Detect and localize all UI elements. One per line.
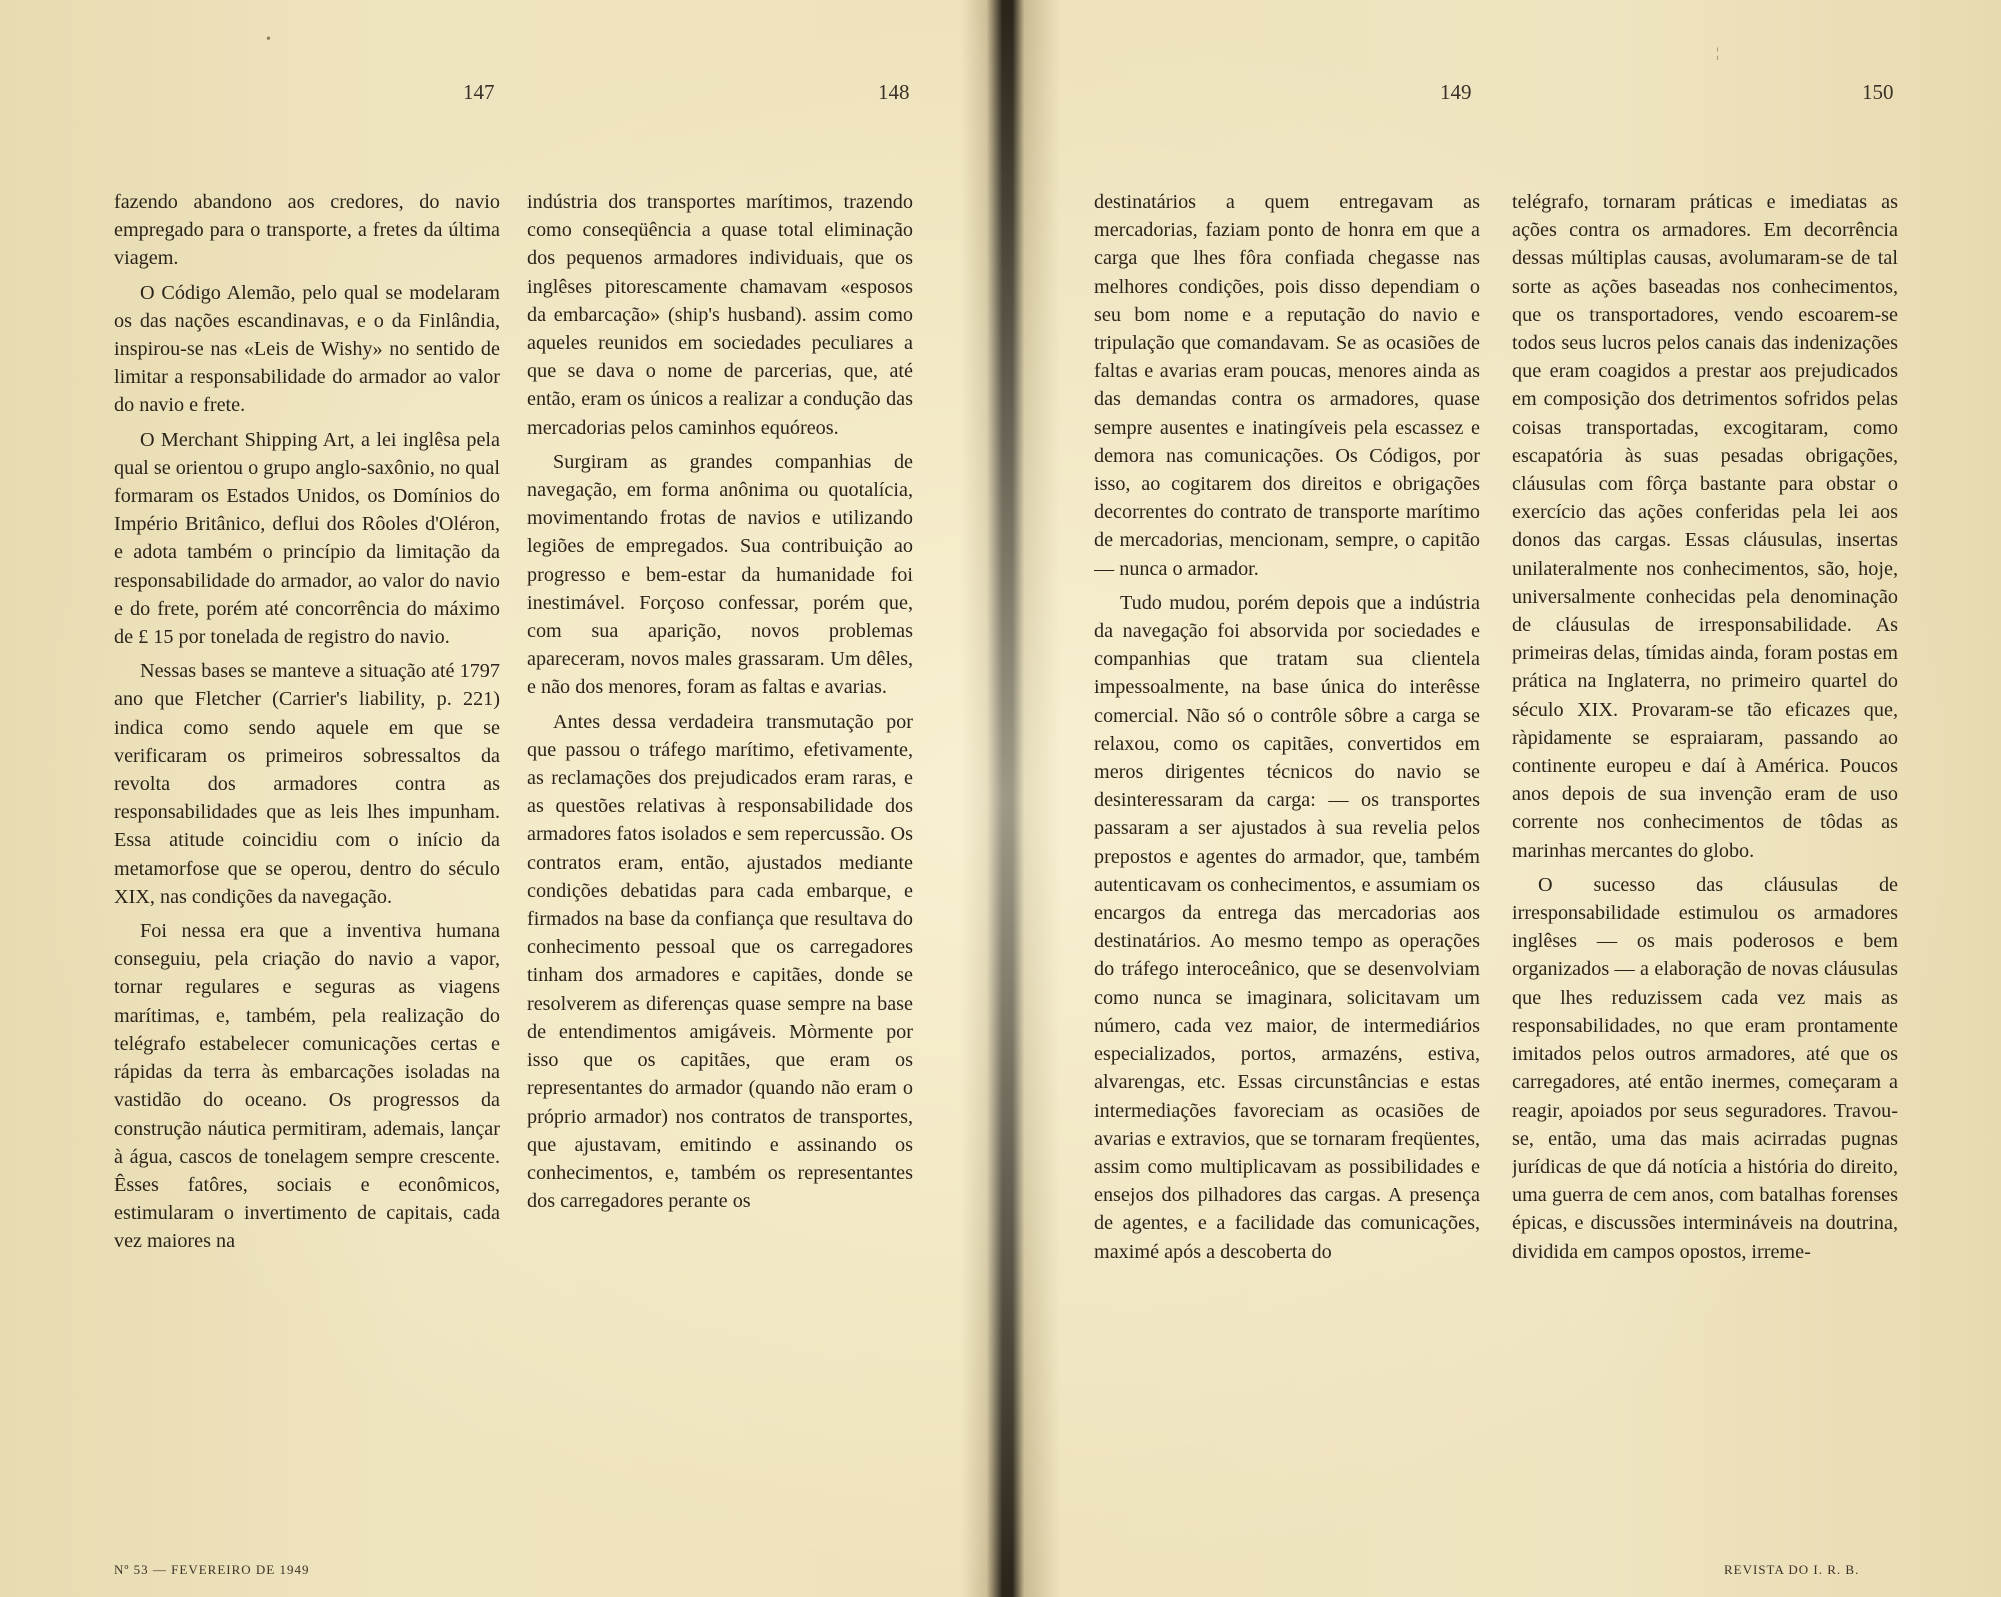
column-page-147 [114,188,500,1448]
paragraph: Antes dessa verdadeira transmutação por que passou o tráfego marítimo, efetivamente, as reclamações dos prejudicados eram raras, e as questões relativas à responsabilidade dos armadores fatos isolados e sem repercussão. Os contratos eram, então, ajustados mediante condições debatidas para cada embarque, e firmados na base da confiança que resultava do conhecimento pessoal que os carregadores tinham dos armadores e capitães, donde se resolverem as diferenças quase sempre na base de entendimentos amigáveis. Mòrmente por isso que os capitães, que eram os representantes do armador (quando não eram o próprio armador) nos contratos de transportes, que ajustavam, emitindo e assinando os conhecimentos, e, também os representantes dos carregadores perante os [527,710,913,1213]
ink-speck: ¦ [1716,46,1719,61]
page-number-148: 148 [878,80,910,104]
paragraph: O Código Alemão, pelo qual se modelaram os das nações escandinavas, e o da Finlândia, inspirou-se nas «Leis de Wishy» no sentido de limitar a responsabilidade do armador ao valor do navio e frete. [114,281,500,417]
paragraph: fazendo abandono aos credores, do navio empregado para o transporte, a fretes da última viagem. [114,191,500,270]
paragraph: Tudo mudou, porém depois que a indústria da navegação foi absorvida por sociedades e companhias que tratam sua clientela impessoalmente, na base única do interêsse comercial. Não só o contrôle sôbre a carga se relaxou, como os capitães, convertidos em meros dirigentes técnicos do navio se desinteressaram da carga: — os transportes passaram a ser ajustados à sua revelia pelos prepostos e agentes do armador, que, também autenticavam os conhecimentos, e assumiam os encargos da entrega das mercadorias aos destinatários. Ao mesmo tempo as operações do tráfego interoceânico, que se desenvolviam como nunca se imaginara, solicitavam um número, cada vez maior, de intermediários especializados, portos, armazéns, estiva, alvarengas, etc. Essas circunstâncias e estas intermediações favoreciam as ocasiões de avarias e extravios, que se tornaram freqüentes, assim como multiplicavam as possibilidades e ensejos dos pilhadores das cargas. A presença de agentes, e a facilidade das comunicações, maximé após a descoberta do [1094,591,1480,1263]
paragraph: O sucesso das cláusulas de irresponsabilidade estimulou os armadores inglêses — os mais poderosos e bem organizados — a elaboração de novas cláusulas que lhes reduzissem cada vez mais as responsabilidades, no que eram prontamente imitados pelos outros armadores, até que os carregadores, até então inermes, começaram a reagir, apoiados por seus seguradores. Travou-se, então, uma das mais acirradas pugnas jurídicas de que dá notícia a história do direito, uma guerra de cem anos, com batalhas forenses épicas, e discussões intermináveis na doutrina, dividida em campos opostos, irreme- [1512,873,1898,1263]
paragraph: telégrafo, tornaram práticas e imediatas as ações contra os armadores. Em decorrência dessas múltiplas causas, avolumaram-se de tal sorte as ações baseadas nos conhecimentos, que os transportadores, vendo escoarem-se todos seus lucros pelos canais das indenizações que eram coagidos a prestar aos prejudicados em composição dos detrimentos sofridos pelas coisas transportadas, excogitaram, como escapatória às suas pesadas obrigações, cláusulas com fôrça bastante para obstar o exercício das ações conferidas pela lei aos donos das cargas. Essas cláusulas, insertas unilateralmente nos conhecimentos, são, hoje, universalmente conhecidas pela denominação de cláusulas de irresponsabilidade. As primeiras delas, tímidas ainda, foram postas em prática na Inglaterra, no primeiro quartel do século XIX. Provaram-se tão eficazes que, ràpidamente se espraiaram, passando ao continente europeu e daí à América. Poucos anos depois de sua invenção eram de uso corrente nos conhecimentos de tôdas as marinhas mercantes do globo. [1512,191,1898,862]
paragraph: destinatários a quem entregavam as mercadorias, faziam ponto de honra em que a carga que lhes fôra confiada chegasse nas melhores condições, pois disso dependiam o seu bom nome e a reputação do navio e tripulação que comandavam. Se as ocasiões de faltas e avarias eram poucas, menores ainda as das demandas contra os armadores, quase sempre ausentes e inatingíveis pela escassez e demora nas comunicações. Os Códigos, por isso, ao cogitarem dos direitos e obrigações decorrentes do contrato de transporte marítimo de mercadorias, mencionam, sempre, o capitão — nunca o armador. [1094,191,1480,580]
paragraph: O Merchant Shipping Art, a lei inglêsa pela qual se orientou o grupo anglo-saxônio, no qual formaram os Estados Unidos, os Domínios do Império Britânico, deflui dos Rôoles d'Oléron, e adota também o princípio da limitação da responsabilidade do armador, ao valor do navio e do frete, porém até concorrência do máximo de £ 15 por tonelada de registro do navio. [114,428,500,649]
ink-speck: • [266,32,271,47]
paragraph: Foi nessa era que a inventiva humana conseguiu, pela criação do navio a vapor, tornar regulares e seguras as viagens marítimas, e, também, pela realização do telégrafo estabelecer comunicações certas e rápidas da terra às embarcações isoladas na vastidão do oceano. Os progressos da construção náutica permitiram, ademais, lançar à água, cascos de tonelagem sempre crescente. Êsses fatôres, sociais e econômicos, estimularam o invertimento de capitais, cada vez maiores na [114,920,500,1253]
paragraph: Surgiram as grandes companhias de navegação, em forma anônima ou quotalícia, movimentando frotas de navios e utilizando legiões de empregados. Sua contribuição ao progresso e bem-estar da humanidade foi inestimável. Forçoso confessar, porém que, com sua aparição, novos problemas apareceram, novos males grassaram. Um dêles, e não dos menores, foram as faltas e avarias. [527,450,913,699]
paragraph: indústria dos transportes marítimos, trazendo como conseqüência a quase total eliminação dos pequenos armadores individuais, que os inglêses pitorescamente chamavam «esposos da embarcação» (ship's husband). assim como aqueles reunidos em sociedades peculiares a que se dava o nome de parcerias, que, até então, eram os únicos a realizar a condução das mercadorias pelos caminhos equóreos. [527,191,913,439]
page-number-147: 147 [463,80,495,104]
column-page-149 [1094,188,1480,1448]
footer-journal-name: REVISTA DO I. R. B. [1724,1562,1860,1577]
paragraph: Nessas bases se manteve a situação até 1797 ano que Fletcher (Carrier's liability, p. 221) indica como sendo aquele em que se verificaram os primeiros sobressaltos da revolta dos armadores contra as responsabilidades que as leis lhes impunham. Essa atitude coincidiu com o início da metamorfose que se operou, dentro do século XIX, nas condições da navegação. [114,660,500,908]
page-number-150: 150 [1862,80,1894,104]
column-page-150 [1512,188,1898,1448]
page-number-149: 149 [1440,80,1472,104]
column-page-148 [527,188,913,1448]
footer-issue-date: Nº 53 — FEVEREIRO DE 1949 [114,1562,310,1577]
